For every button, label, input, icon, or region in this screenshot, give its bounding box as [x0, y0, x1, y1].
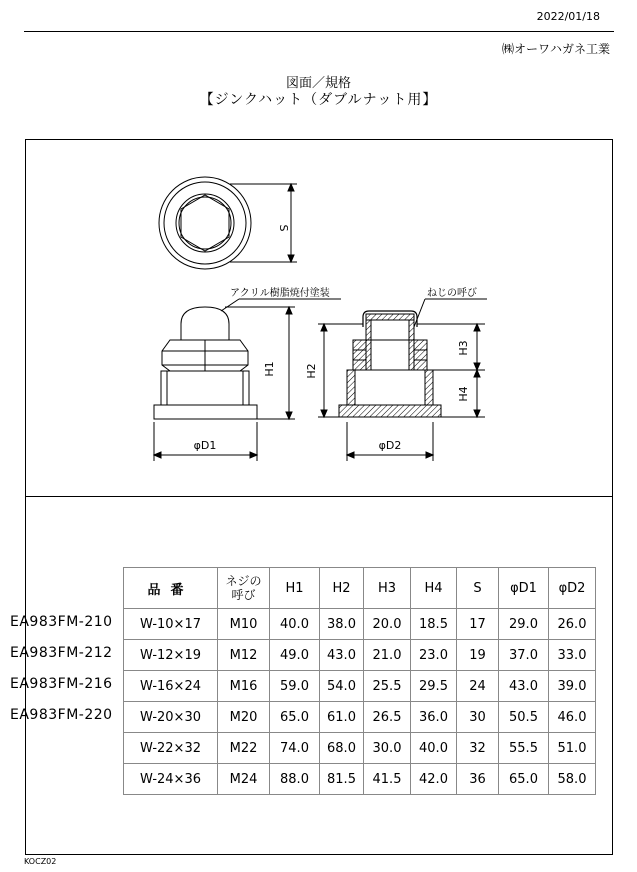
cell-h1: 88.0 — [270, 764, 320, 795]
cell-h3: 26.5 — [364, 702, 411, 733]
cell-h3: 25.5 — [364, 671, 411, 702]
cell-thread: M12 — [218, 640, 270, 671]
cell-s: 17 — [457, 609, 499, 640]
cell-s: 32 — [457, 733, 499, 764]
cell-s: 19 — [457, 640, 499, 671]
cell-h3: 41.5 — [364, 764, 411, 795]
cell-part-number: W-22×32 — [124, 733, 218, 764]
cell-d1: 37.0 — [499, 640, 549, 671]
label-s: S — [277, 224, 290, 232]
footer-code: KOCZ02 — [24, 857, 57, 866]
header-h2: H2 — [320, 568, 364, 609]
header-s: S — [457, 568, 499, 609]
cell-d1: 65.0 — [499, 764, 549, 795]
label-d2: φD2 — [378, 439, 402, 452]
label-h4: H4 — [457, 386, 470, 402]
cell-part-number: W-24×36 — [124, 764, 218, 795]
cell-h1: 49.0 — [270, 640, 320, 671]
cell-part-number: W-10×17 — [124, 609, 218, 640]
cell-h4: 18.5 — [411, 609, 457, 640]
header-part-number: 品番 — [124, 568, 218, 609]
cell-h2: 68.0 — [320, 733, 364, 764]
cell-part-number: W-12×19 — [124, 640, 218, 671]
cell-thread: M16 — [218, 671, 270, 702]
cell-d1: 43.0 — [499, 671, 549, 702]
table-row — [124, 640, 596, 671]
cell-h2: 43.0 — [320, 640, 364, 671]
cell-thread: M24 — [218, 764, 270, 795]
cell-d1: 55.5 — [499, 733, 549, 764]
cell-h4: 42.0 — [411, 764, 457, 795]
cell-h2: 61.0 — [320, 702, 364, 733]
cell-h1: 65.0 — [270, 702, 320, 733]
part-code: EA983FM-220 — [10, 707, 113, 723]
label-coating: アクリル樹脂焼付塗装 — [230, 288, 330, 299]
title-drawing-spec: 図面／規格 — [285, 76, 351, 91]
header-h3: H3 — [364, 568, 411, 609]
spec-table — [123, 567, 596, 795]
cell-h1: 74.0 — [270, 733, 320, 764]
header-d2: φD2 — [549, 568, 596, 609]
part-code: EA983FM-210 — [10, 614, 113, 630]
label-thread-size: ねじの呼び — [427, 288, 477, 299]
header-d1: φD1 — [499, 568, 549, 609]
cell-d2: 58.0 — [549, 764, 596, 795]
front-view — [154, 299, 341, 461]
table-row — [124, 702, 596, 733]
cell-h4: 23.0 — [411, 640, 457, 671]
cell-h2: 81.5 — [320, 764, 364, 795]
cell-s: 36 — [457, 764, 499, 795]
table-row — [124, 733, 596, 764]
cell-h3: 21.0 — [364, 640, 411, 671]
title-product-name: 【ジンクハット（ダブルナット用】 — [199, 92, 438, 108]
label-d1: φD1 — [193, 439, 217, 452]
cell-thread: M10 — [218, 609, 270, 640]
label-h2: H2 — [305, 363, 318, 379]
cell-d1: 50.5 — [499, 702, 549, 733]
cell-d2: 51.0 — [549, 733, 596, 764]
cell-h4: 40.0 — [411, 733, 457, 764]
header-h1: H1 — [270, 568, 320, 609]
cell-part-number: W-20×30 — [124, 702, 218, 733]
cell-d1: 29.0 — [499, 609, 549, 640]
header-thread-size: ネジの 呼び — [218, 568, 270, 609]
cell-h1: 59.0 — [270, 671, 320, 702]
cell-h3: 30.0 — [364, 733, 411, 764]
table-row — [124, 764, 596, 795]
table-row — [124, 671, 596, 702]
section-view — [318, 299, 487, 461]
label-h1: H1 — [263, 361, 276, 377]
table-header-row — [124, 568, 596, 609]
cell-thread: M20 — [218, 702, 270, 733]
company-name: ㈱オーワハガネ工業 — [501, 42, 610, 56]
document-date: 2022/01/18 — [536, 10, 600, 23]
cell-h3: 20.0 — [364, 609, 411, 640]
cell-s: 30 — [457, 702, 499, 733]
frame-divider — [25, 496, 613, 497]
cell-part-number: W-16×24 — [124, 671, 218, 702]
top-view — [159, 177, 297, 269]
part-code: EA983FM-212 — [10, 645, 113, 661]
header-h4: H4 — [411, 568, 457, 609]
cell-d2: 46.0 — [549, 702, 596, 733]
part-code: EA983FM-216 — [10, 676, 113, 692]
table-row — [124, 609, 596, 640]
cell-d2: 39.0 — [549, 671, 596, 702]
cell-h2: 38.0 — [320, 609, 364, 640]
cell-h4: 29.5 — [411, 671, 457, 702]
cell-d2: 33.0 — [549, 640, 596, 671]
cell-d2: 26.0 — [549, 609, 596, 640]
cell-h4: 36.0 — [411, 702, 457, 733]
cell-h1: 40.0 — [270, 609, 320, 640]
cell-thread: M22 — [218, 733, 270, 764]
label-h3: H3 — [457, 340, 470, 356]
technical-drawing — [25, 139, 613, 496]
header-rule — [24, 31, 614, 32]
cell-s: 24 — [457, 671, 499, 702]
cell-h2: 54.0 — [320, 671, 364, 702]
